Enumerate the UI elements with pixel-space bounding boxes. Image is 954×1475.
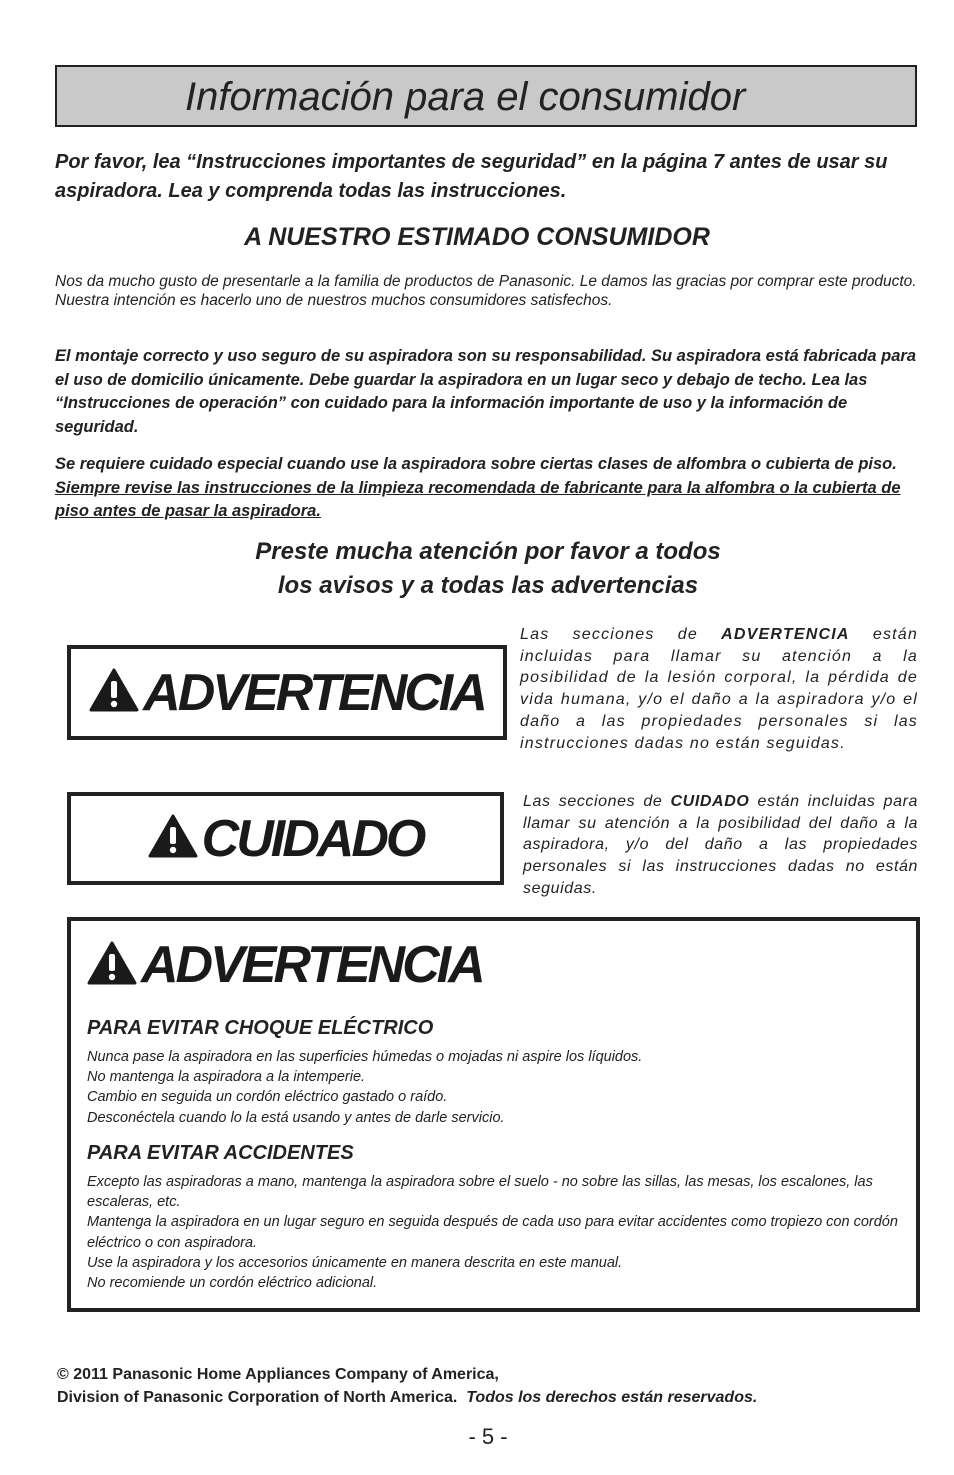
list-item: No mantenga la aspiradora a la intemperie. bbox=[87, 1069, 366, 1086]
page-number: - 5 - bbox=[468, 1424, 508, 1449]
warning-label: ADVERTENCIA bbox=[143, 663, 485, 722]
warning-desc-keyword: ADVERTENCIA bbox=[721, 626, 850, 643]
care-paragraph bbox=[55, 453, 923, 524]
intro-text: Por favor, lea “Instrucciones importantes de seguridad” en la página 7 antes de usar su aspiradora. Lea y comprenda todas las instrucciones. bbox=[55, 151, 888, 202]
section-lines-electric bbox=[87, 1047, 902, 1128]
care-underlined: Siempre revise las instrucciones de la limpieza recomendada de fabricante para la alfombra o la cubierta de piso antes de pasar la aspiradora. bbox=[55, 478, 901, 520]
attention-line-2: los avisos y a todas las advertencias bbox=[277, 572, 699, 599]
copyright-line-2 bbox=[57, 1386, 937, 1409]
warning-desc-pre: Las secciones de bbox=[520, 626, 722, 643]
caution-desc-post: están incluidas para llamar su atención a la posibilidad del daño a la aspiradora, y/o del daño a las propiedades personales si las instrucciones dadas no están seguidas. bbox=[523, 793, 919, 897]
title-bar bbox=[55, 65, 917, 127]
consumer-heading: A NUESTRO ESTIMADO CONSUMIDOR bbox=[244, 223, 710, 251]
warning-signal-box bbox=[67, 645, 507, 740]
attention-heading bbox=[0, 535, 954, 603]
caution-triangle-icon bbox=[148, 814, 198, 863]
copyright-line-1: © 2011 Panasonic Home Appliances Company of America, bbox=[57, 1366, 499, 1383]
warning-desc-post: están incluidas para llamar su atención a la posibilidad de la lesión corporal, la pérdida de vida humana, y/o el daño a la aspiradora y/o el daño a las propiedades personales si las instrucciones dadas no están seguidas. bbox=[520, 626, 918, 752]
caution-desc-pre: Las secciones de bbox=[523, 793, 671, 810]
attention-line-1: Preste mucha atención por favor a todos bbox=[255, 538, 721, 565]
list-item: Nunca pase la aspiradora en las superficies húmedas o mojadas ni aspire los líquidos. bbox=[87, 1049, 643, 1065]
warning-box-triangle-icon bbox=[87, 941, 137, 990]
copyright-rights: Todos los derechos están reservados. bbox=[466, 1389, 758, 1406]
list-item: No recomiende un cordón eléctrico adicional. bbox=[87, 1275, 378, 1292]
list-item: Use la aspiradora y los accesorios únicamente en manera descrita en este manual. bbox=[87, 1254, 623, 1271]
warning-box-label: ADVERTENCIA bbox=[141, 936, 483, 994]
copyright-company: Division of Panasonic Corporation of North America. bbox=[57, 1389, 467, 1406]
warning-box-header bbox=[87, 936, 483, 994]
warning-instructions-box bbox=[67, 917, 920, 1312]
caution-description bbox=[523, 791, 918, 900]
caution-label: CUIDADO bbox=[201, 809, 424, 868]
responsibility-paragraph: El montaje correcto y uso seguro de su aspiradora son su responsabilidad. Su aspiradora está fabricada para el uso de domicilio únicamente. Debe guardar la aspiradora en un lugar seco y debajo de techo. Lea las “Instrucciones de operación” con cuidado para la información importante de uso y la información de seguridad. bbox=[55, 347, 917, 436]
list-item: Mantenga la aspiradora en un lugar seguro en seguida después de cada uso para evitar accidentes como tropiezo con cordón eléctrico o con aspiradora. bbox=[87, 1214, 898, 1251]
section-heading-electric: PARA EVITAR CHOQUE ELÉCTRICO bbox=[87, 1017, 434, 1039]
copyright-footer bbox=[57, 1363, 937, 1409]
care-lead: Se requiere cuidado especial cuando use la aspiradora sobre ciertas clases de alfombra o cubierta de piso. bbox=[55, 455, 897, 473]
list-item: Cambio en seguida un cordón eléctrico gastado o raído. bbox=[87, 1089, 448, 1106]
caution-signal-box bbox=[67, 792, 504, 885]
welcome-paragraph: Nos da mucho gusto de presentarle a la familia de productos de Panasonic. Le damos las gracias por comprar este producto. Nuestra intención es hacerlo uno de nuestros muchos consumidores satisfechos. bbox=[55, 273, 917, 309]
list-item: Excepto las aspiradoras a mano, mantenga la aspiradora sobre el suelo - no sobre las sillas, las mesas, los escalones, las escaleras, etc. bbox=[87, 1174, 873, 1211]
section-heading-accidents: PARA EVITAR ACCIDENTES bbox=[87, 1142, 354, 1164]
warning-description bbox=[520, 624, 918, 754]
list-item: Desconéctela cuando lo la está usando y antes de darle servicio. bbox=[87, 1109, 505, 1126]
caution-desc-keyword: CUIDADO bbox=[670, 793, 750, 810]
warning-triangle-icon bbox=[89, 668, 139, 717]
section-lines-accidents bbox=[87, 1172, 902, 1293]
page-title: Información para el consumidor bbox=[185, 75, 746, 119]
